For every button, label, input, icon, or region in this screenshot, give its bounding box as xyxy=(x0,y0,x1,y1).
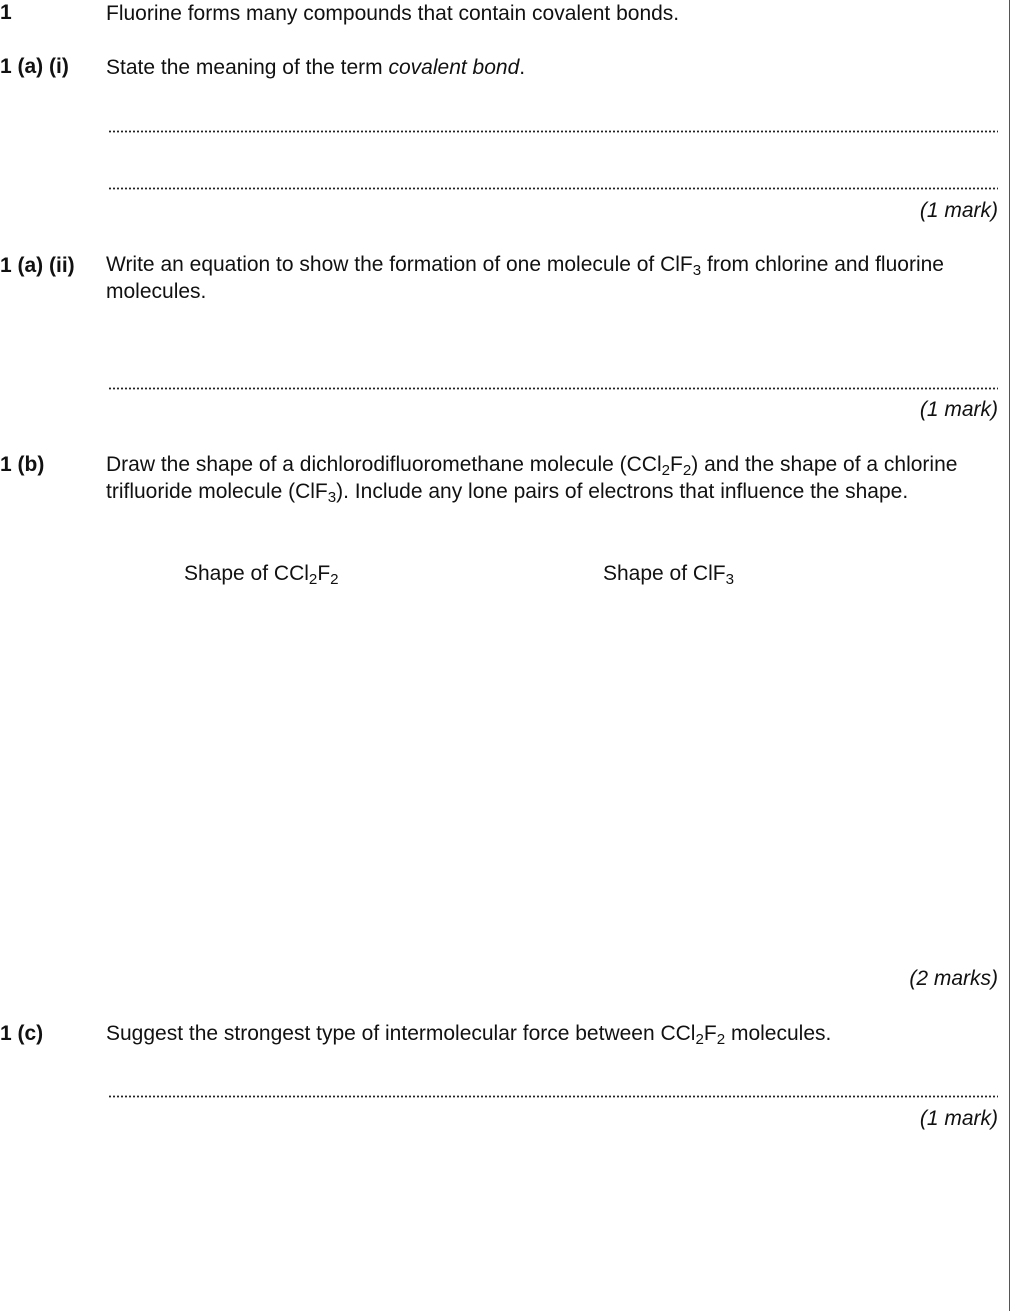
shape-label-ccl2f2-mid: F xyxy=(317,562,331,585)
question-1b-sub-1: 2 xyxy=(661,462,671,480)
question-1aii-text-2: from chlorine and fluorine molecules. xyxy=(106,253,944,303)
question-1-intro: Fluorine forms many compounds that contain covalent bonds. xyxy=(106,2,680,25)
question-1ai-text-after: . xyxy=(519,56,526,79)
question-1c-text-1: Suggest the strongest type of intermolecular force between CCl xyxy=(106,1022,696,1045)
answer-line-1c[interactable] xyxy=(108,1095,998,1098)
question-1b-text-2: F xyxy=(670,453,683,476)
shape-label-clf3-prefix: Shape of ClF xyxy=(603,562,726,585)
question-1b-text xyxy=(106,451,998,505)
question-1b-sub-3: 3 xyxy=(327,489,337,507)
answer-line-1ai-2[interactable] xyxy=(108,187,998,190)
shape-label-ccl2f2-sub-a: 2 xyxy=(308,571,318,589)
question-1ai-number: 1 (a) (i) xyxy=(0,55,69,78)
answer-line-1aii[interactable] xyxy=(108,387,998,390)
question-1aii-sub-1: 3 xyxy=(692,262,702,280)
question-1c-text-2: F xyxy=(703,1022,717,1045)
question-1c-text-3: molecules. xyxy=(725,1022,832,1045)
marks-1c: (1 mark) xyxy=(919,1107,998,1130)
question-1b-sub-2: 2 xyxy=(682,462,692,480)
shape-label-ccl2f2-sub-b: 2 xyxy=(330,571,339,589)
answer-line-1ai-1[interactable] xyxy=(108,130,998,133)
question-1ai-text xyxy=(106,54,998,81)
question-1b-text-1: Draw the shape of a dichlorodifluoromethane molecule (CCl xyxy=(106,453,662,476)
question-1aii-text xyxy=(106,251,998,305)
question-1ai-term: covalent bond xyxy=(388,56,520,79)
question-1c-sub-1: 2 xyxy=(695,1031,704,1049)
question-1c-number: 1 (c) xyxy=(0,1022,44,1045)
drawing-area-1b[interactable] xyxy=(106,600,996,955)
question-1ai-text-before: State the meaning of the term xyxy=(106,56,389,79)
question-1b-number: 1 (b) xyxy=(0,453,45,476)
marks-1aii: (1 mark) xyxy=(919,398,998,421)
marks-1b: (2 marks) xyxy=(909,967,998,990)
shape-label-clf3-sub-a: 3 xyxy=(725,571,734,589)
page-right-border xyxy=(1009,0,1010,1311)
question-1c-text xyxy=(106,1020,998,1047)
question-1aii-text-1: Write an equation to show the formation of one molecule of ClF xyxy=(106,253,693,276)
question-1b-text-4: ). Include any lone pairs of electrons that influence the shape. xyxy=(336,480,909,503)
marks-1ai: (1 mark) xyxy=(919,199,998,222)
shape-label-clf3 xyxy=(603,562,734,589)
shape-label-ccl2f2-prefix: Shape of CCl xyxy=(184,562,309,585)
question-1-number: 1 xyxy=(0,1,12,24)
question-1aii-number: 1 (a) (ii) xyxy=(0,254,75,277)
question-1b-text-3: ) and the shape of a chlorine trifluoride molecule (ClF xyxy=(106,453,958,503)
shape-label-ccl2f2 xyxy=(184,562,339,589)
question-1c-sub-2: 2 xyxy=(716,1031,726,1049)
